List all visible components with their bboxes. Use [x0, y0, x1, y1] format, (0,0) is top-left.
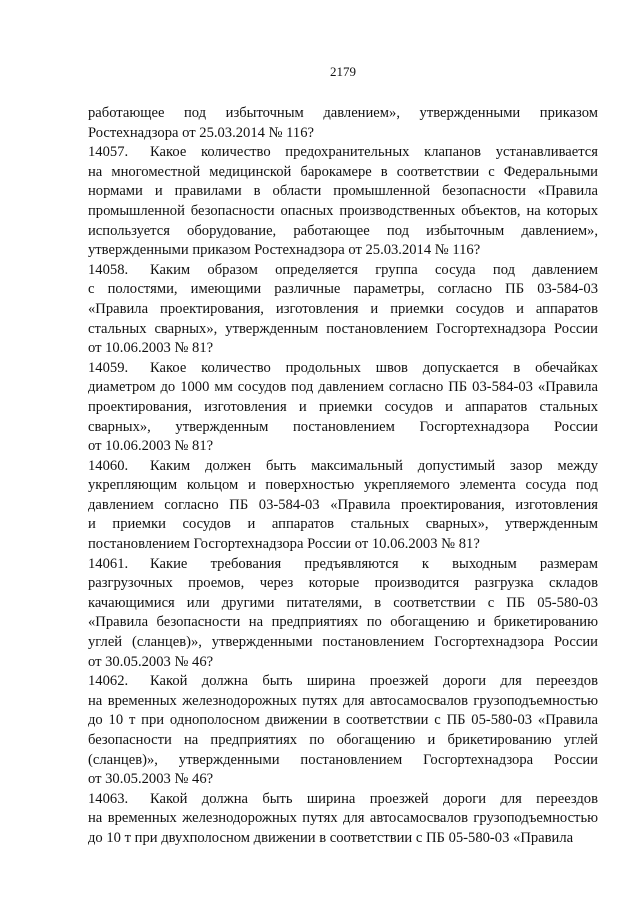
- line-text: на временных железнодорожных путях для автосамосвалов грузоподъемностью: [88, 810, 598, 827]
- line-text: проектирования, изготовления и приемки сосудов и аппаратов стальных: [88, 398, 598, 415]
- line-text: от 10.06.2003 № 81?: [88, 438, 214, 455]
- line-text: Какое количество продольных швов допускается в обечайках: [150, 359, 598, 376]
- text-line: [88, 751, 598, 771]
- question-number: 14059.: [88, 359, 129, 376]
- text-line: [88, 731, 598, 751]
- text-line: [88, 222, 598, 242]
- text-line: [88, 790, 598, 810]
- line-text: от 10.06.2003 № 81?: [88, 340, 214, 357]
- text-line: [88, 672, 598, 692]
- line-text: на временных железнодорожных путях для автосамосвалов грузоподъемностью: [88, 692, 598, 709]
- line-text: разгрузочных проемов, через которые производится разгрузка складов: [88, 575, 598, 592]
- line-text: до 10 т при однополосном движении в соответствии с ПБ 05-580-03 «Правила: [88, 712, 598, 729]
- line-text: качающимися или другими питателями, в соответствии с ПБ 05-580-03: [88, 594, 598, 611]
- question-paragraph: [88, 790, 598, 849]
- text-line: [88, 613, 598, 633]
- line-text: Каким образом определяется группа сосуда под давлением: [150, 261, 598, 278]
- text-line: [88, 633, 598, 653]
- text-line: [88, 515, 598, 535]
- line-text: утвержденными приказом Ростехнадзора от 25.03.2014 № 116?: [88, 242, 481, 259]
- text-line: [88, 496, 598, 516]
- text-line: [88, 104, 598, 124]
- question-paragraph: [88, 359, 598, 457]
- question-number: 14061.: [88, 555, 129, 572]
- line-text: (сланцев)», утвержденными постановлением Госгортехнадзора России: [88, 751, 598, 768]
- text-line: [88, 829, 598, 849]
- line-text: промышленной безопасности опасных производственных объектов, на которых: [88, 202, 598, 219]
- text-line: [88, 809, 598, 829]
- text-line: [88, 163, 598, 183]
- text-line: [88, 124, 598, 144]
- text-line: [88, 692, 598, 712]
- text-line: [88, 320, 598, 340]
- text-line: [88, 398, 598, 418]
- line-text: сварных», утвержденным постановлением Госгортехнадзора России: [88, 418, 598, 435]
- question-number: 14060.: [88, 457, 129, 474]
- line-text: стальных сварных», утвержденным постановлением Госгортехнадзора России: [88, 320, 598, 337]
- question-paragraph: [88, 555, 598, 673]
- line-text: Какие требования предъявляются к выходным размерам: [150, 555, 598, 572]
- line-text: Какой должна быть ширина проезжей дороги для переездов: [150, 673, 598, 690]
- line-text: «Правила безопасности на предприятиях по обогащению и брикетированию: [88, 614, 598, 631]
- line-text: безопасности на предприятиях по обогащению и брикетированию углей: [88, 732, 598, 748]
- line-text: давлением согласно ПБ 03-584-03 «Правила проектирования, изготовления: [88, 496, 598, 513]
- page-number: 2179: [330, 64, 356, 79]
- line-text: Какое количество предохранительных клапанов устанавливается: [150, 144, 598, 161]
- line-text: на многоместной медицинской барокамере в соответствии с Федеральными: [88, 163, 598, 180]
- question-paragraph: [88, 672, 598, 790]
- text-line: [88, 359, 598, 379]
- text-line: [88, 476, 598, 496]
- text-line: [88, 280, 598, 300]
- question-number: 14058.: [88, 261, 129, 278]
- line-text: «Правила проектирования, изготовления и приемки сосудов и аппаратов: [88, 300, 598, 317]
- text-line: [88, 555, 598, 575]
- line-text: используется оборудование, работающее под избыточным давлением»,: [88, 222, 598, 239]
- line-text: Каким должен быть максимальный допустимый зазор между: [150, 457, 598, 474]
- line-text: углей (сланцев)», утвержденными постановлением Госгортехнадзора России: [88, 634, 598, 651]
- line-text: работающее под избыточным давлением», утвержденными приказом: [88, 105, 598, 121]
- line-text: и приемки сосудов и аппаратов стальных сварных», утвержденным: [88, 516, 598, 533]
- line-text: Какой должна быть ширина проезжей дороги для переездов: [150, 790, 598, 807]
- text-line: [88, 770, 598, 790]
- text-line: [88, 339, 598, 359]
- line-text: с полостями, имеющими различные параметры, согласно ПБ 03-584-03: [88, 281, 598, 298]
- text-line: [88, 457, 598, 477]
- text-line: [88, 711, 598, 731]
- text-line: [88, 241, 598, 261]
- document-page: [88, 64, 598, 849]
- text-line: [88, 418, 598, 438]
- text-line: [88, 594, 598, 614]
- question-number: 14062.: [88, 673, 129, 690]
- continuation-paragraph: [88, 104, 598, 143]
- document-body: [88, 104, 598, 849]
- question-number: 14057.: [88, 144, 129, 161]
- question-paragraph: [88, 261, 598, 359]
- question-paragraph: [88, 457, 598, 555]
- text-line: [88, 182, 598, 202]
- text-line: [88, 535, 598, 555]
- question-paragraph: [88, 143, 598, 261]
- text-line: [88, 202, 598, 222]
- line-text: от 30.05.2003 № 46?: [88, 771, 214, 788]
- text-line: [88, 574, 598, 594]
- line-text: нормами и правилами в области промышленной безопасности «Правила: [88, 183, 598, 200]
- line-text: до 10 т при двухполосном движении в соответствии с ПБ 05-580-03 «Правила: [88, 829, 574, 846]
- text-line: [88, 300, 598, 320]
- line-text: от 30.05.2003 № 46?: [88, 653, 214, 670]
- line-text: укрепляющим кольцом и поверхностью укрепляемого элемента сосуда под: [88, 477, 598, 494]
- line-text: Ростехнадзора от 25.03.2014 № 116?: [88, 124, 314, 141]
- text-line: [88, 653, 598, 673]
- question-number: 14063.: [88, 790, 129, 807]
- text-line: [88, 261, 598, 281]
- line-text: диаметром до 1000 мм сосудов под давлением согласно ПБ 03-584-03 «Правила: [88, 379, 598, 396]
- text-line: [88, 143, 598, 163]
- text-line: [88, 437, 598, 457]
- text-line: [88, 378, 598, 398]
- line-text: постановлением Госгортехнадзора России от 10.06.2003 № 81?: [88, 536, 480, 553]
